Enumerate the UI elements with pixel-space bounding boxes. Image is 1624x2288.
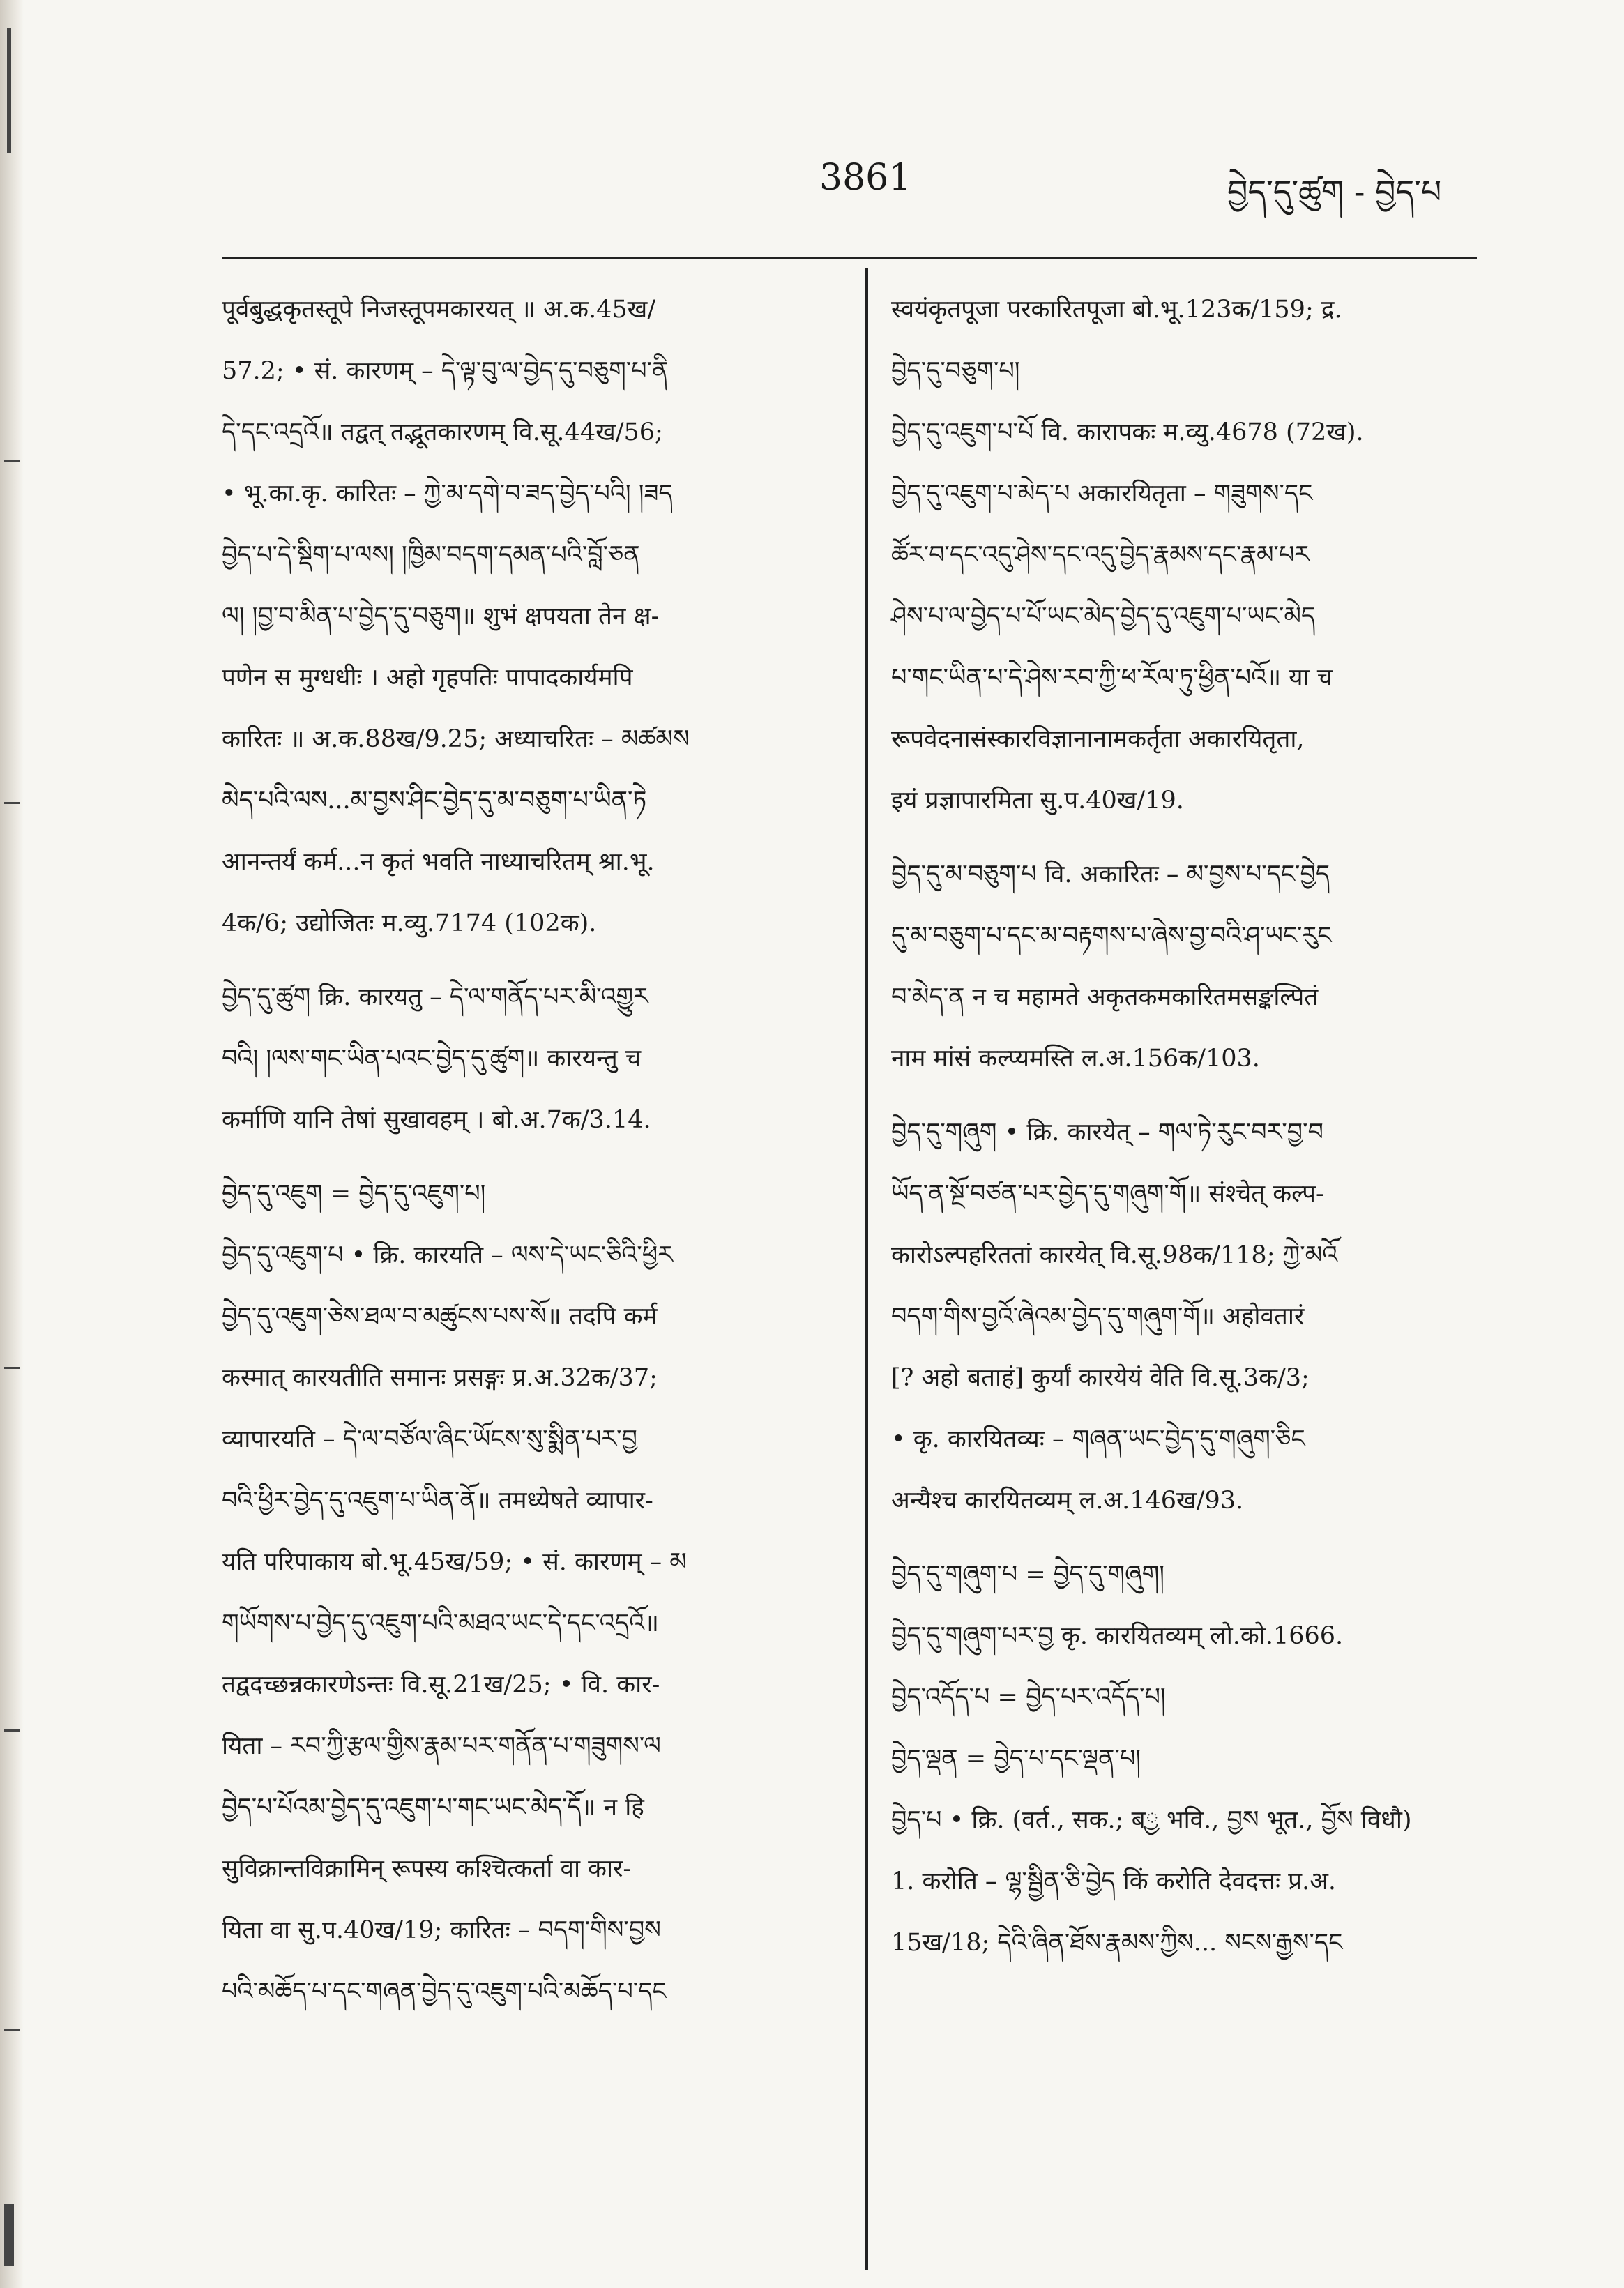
entry-headword-line: བྱེད་འདོད་པ = བྱེད་པར་འདོད་པ། bbox=[891, 1683, 1166, 1711]
entry-headword-line: བྱེད་དུ་འཇུག་པ • क्रि. कारयति – ལས་དེ་ཡང་ཅིའི་ཕྱིར bbox=[222, 1241, 673, 1269]
entry-headword-line: བྱེད་དུ་འཇུག་པ་པོ वि. कारापकः म.व्यु.4678 (72ख). bbox=[891, 418, 1364, 446]
edge-mark bbox=[4, 1367, 20, 1369]
text-line: रूपवेदनासंस्कारविज्ञानानामकर्तृता अकारयितृता, bbox=[891, 725, 1305, 753]
entry-headword-line: བྱེད་ལྡན = བྱེད་པ་དང་ལྡན་པ། bbox=[891, 1745, 1141, 1773]
page-number: 3861 bbox=[819, 157, 912, 199]
text-line: བྱེད་པ་པོའམ་བྱེད་དུ་འཇུག་པ་གང་ཡང་མེད་དོ॥ न हि bbox=[222, 1794, 644, 1821]
edge-mark bbox=[4, 2204, 14, 2266]
header-rule bbox=[222, 257, 1477, 259]
text-line: यिता वा सु.प.40ख/19; कारितः – བདག་གིས་བྱས bbox=[222, 1916, 661, 1944]
text-line: तद्वदच्छन्नकारणेऽन्तः वि.सू.21ख/25; • वि. कार- bbox=[222, 1671, 660, 1699]
text-line: བདག་གིས་བྱའོ་ཞེའམ་བྱེད་དུ་གཞུག་གོ॥ अहोवतारं bbox=[891, 1303, 1305, 1331]
text-line: དེ་དང་འདྲའོ॥ तद्वत् तद्भूतकारणम् वि.सू.44ख/56; bbox=[222, 418, 663, 446]
text-line: 4क/6; उद्योजितः म.व्यु.7174 (102क). bbox=[222, 909, 597, 937]
text-line: कारितः ॥ अ.क.88ख/9.25; अध्याचरितः – མཚམས bbox=[222, 725, 690, 753]
text-line: བའི་ཕྱིར་བྱེད་དུ་འཇུག་པ་ཡིན་ནོ॥ तमध्येषते व्यापार- bbox=[222, 1487, 653, 1515]
edge-mark bbox=[4, 802, 20, 804]
entry-headword-line: བྱེད་དུ་འཇུག་པ་མེད་པ अकारयितृता – གཟུགས་དང bbox=[891, 480, 1313, 508]
text-line: བ་མེད་ན न च महामते अकृतकमकारितमसङ्कल्पितं bbox=[891, 983, 1319, 1011]
text-line: कस्मात् कारयतीति समानः प्रसङ्गः प्र.अ.32क/37; bbox=[222, 1364, 658, 1392]
text-line: བྱེད་དུ་འཇུག་ཅེས་ཐལ་བ་མཚུངས་པས་སོ॥ तदपि कर्म bbox=[222, 1303, 658, 1331]
text-line: स्वयंकृतपूजा परकारितपूजा बो.भू.123क/159; द्र. bbox=[891, 296, 1342, 324]
text-line: གཡོགས་པ་བྱེད་དུ་འཇུག་པའི་མཐའ་ཡང་དེ་དང་འདྲའོ॥ bbox=[222, 1609, 659, 1637]
left-column bbox=[222, 279, 842, 2022]
right-column bbox=[891, 279, 1484, 1973]
running-head: བྱེད་དུ་ཚུག - བྱེད་པ bbox=[1227, 173, 1442, 211]
entry-headword-line: བྱེད་དུ་གཞུག་པ = བྱེད་དུ་གཞུག། bbox=[891, 1561, 1165, 1589]
text-line: བྱེད་དུ་བཅུག་པ། bbox=[891, 357, 1020, 385]
text-line: 1. करोति – ལྷ་སྦྱིན་ཅི་བྱེད किं करोति देवदत्तः प्र.अ. bbox=[891, 1867, 1337, 1895]
entry-headword-line: བྱེད་དུ་ཚུག क्रि. कारयतु – དེ་ལ་གནོད་པར་མི་འགྱུར bbox=[222, 983, 648, 1011]
text-line: यति परिपाकाय बो.भू.45ख/59; • सं. कारणम् – མ bbox=[222, 1548, 687, 1576]
text-line: पणेन स मुग्धधीः । अहो गृहपतिः पापादकार्यमपि bbox=[222, 664, 633, 692]
text-line: པའི་མཆོད་པ་དང་གཞན་བྱེད་དུ་འཇུག་པའི་མཆོད་པ་དང bbox=[222, 1978, 667, 2006]
text-line: • कृ. कारयितव्यः – གཞན་ཡང་བྱེད་དུ་གཞུག་ཅིང bbox=[891, 1425, 1305, 1453]
text-line: पूर्वबुद्धकृतस्तूपे निजस्तूपमकारयत् ॥ अ.क.45ख/ bbox=[222, 296, 656, 324]
text-line: कारोऽल्पहरिततां कारयेत् वि.सू.98क/118; ཀྱེ་མའོ bbox=[891, 1241, 1338, 1269]
text-line: དུ་མ་བཅུག་པ་དང་མ་བརྟགས་པ་ཞེས་བྱ་བའི་ཤ་ཡང་རུང bbox=[891, 922, 1332, 950]
text-line: ལ། །བྱ་བ་མིན་པ་བྱེད་དུ་བཅུག॥ शुभं क्षपयता तेन क्ष- bbox=[222, 603, 660, 630]
text-line: यिता – རབ་ཀྱི་རྩལ་གྱིས་རྣམ་པར་གནོན་པ་གཟུགས་ལ bbox=[222, 1732, 661, 1760]
text-line: བའི། །ལས་གང་ཡིན་པའང་བྱེད་དུ་ཚུག॥ कारयन्तु च bbox=[222, 1045, 642, 1073]
text-line: 15ख/18; དེའི་ཞིན་ཐོས་རྣམས་ཀྱིས... སངས་རྒྱས་དང bbox=[891, 1929, 1343, 1957]
text-line: [? अहो बताहं] कुर्यां कारयेयं वेति वि.सू.3क/3; bbox=[891, 1364, 1310, 1392]
text-line: सुविक्रान्तविक्रामिन् रूपस्य कश्चित्कर्ता वा कार- bbox=[222, 1855, 632, 1883]
text-line: • भू.का.कृ. कारितः – ཀྱེ་མ་དགེ་བ་ཟད་བྱེད་པའི། །ཟད bbox=[222, 480, 673, 508]
text-line: इयं प्रज्ञापारमिता सु.प.40ख/19. bbox=[891, 787, 1184, 815]
edge-mark bbox=[4, 2029, 20, 2031]
text-line: ཡོད་ན་སྔོ་བཙན་པར་བྱེད་དུ་གཞུག་གོ॥ संश्चेत् कल्प- bbox=[891, 1180, 1324, 1208]
text-line: नाम मांसं कल्प्यमस्ति ल.अ.156क/103. bbox=[891, 1045, 1260, 1073]
entry-headword-line: བྱེད་དུ་མ་བཅུག་པ वि. अकारितः – མ་བྱས་པ་དང་བྱེད bbox=[891, 861, 1330, 888]
text-line: कर्माणि यानि तेषां सुखावहम् । बो.अ.7क/3.14. bbox=[222, 1106, 651, 1134]
text-line: མེད་པའི་ལས...མ་བྱས་ཤིང་བྱེད་དུ་མ་བཅུག་པ་ཡིན་ཏེ bbox=[222, 787, 647, 815]
text-line: अन्यैश्च कारयितव्यम् ल.अ.146ख/93. bbox=[891, 1487, 1244, 1515]
scan-edge bbox=[0, 0, 24, 2288]
entry-headword-line: བྱེད་དུ་གཞུག • क्रि. कारयेत् – གལ་ཏེ་རུང་བར་བྱ་བ bbox=[891, 1119, 1323, 1146]
entry-headword-line: བྱེད་དུ་འཇུག = བྱེད་དུ་འཇུག་པ། bbox=[222, 1180, 486, 1208]
entry-headword-line: བྱེད་པ • क्रि. (वर्त., सक.; बྱ भवि., བྱས भूत., བྱོས विधौ) bbox=[891, 1806, 1412, 1834]
text-line: པ་གང་ཡིན་པ་དེ་ཤེས་རབ་ཀྱི་ཕ་རོལ་ཏུ་ཕྱིན་པའོ॥ या च bbox=[891, 664, 1333, 692]
edge-mark bbox=[7, 28, 11, 153]
column-divider bbox=[865, 268, 868, 2270]
text-line: ཤེས་པ་ལ་བྱེད་པ་པོ་ཡང་མེད་བྱེད་དུ་འཇུག་པ་ཡང་མེད bbox=[891, 603, 1316, 630]
text-line: व्यापारयति – དེ་ལ་བཙོལ་ཞིང་ཡོངས་སུ་སྨིན་པར་བྱ bbox=[222, 1425, 637, 1453]
text-line: 57.2; • सं. कारणम् – དེ་ལྟ་བུ་ལ་བྱེད་དུ་བཅུག་པ་ནི bbox=[222, 357, 669, 385]
text-line: आनन्तर्यं कर्म...न कृतं भवति नाध्याचरितम् श्रा.भू. bbox=[222, 848, 655, 876]
edge-mark bbox=[4, 1729, 20, 1732]
text-line: ཚོར་བ་དང་འདུ་ཤེས་དང་འདུ་བྱེད་རྣམས་དང་རྣམ་པར bbox=[891, 541, 1310, 569]
entry-headword-line: བྱེད་དུ་གཞུག་པར་བྱ कृ. कारयितव्यम् लो.को.1666. bbox=[891, 1622, 1344, 1650]
edge-mark bbox=[4, 460, 20, 462]
text-line: བྱེད་པ་དེ་སྡིག་པ་ལས། །ཁྱིམ་བདག་དམན་པའི་བློ་ཅན bbox=[222, 541, 640, 569]
